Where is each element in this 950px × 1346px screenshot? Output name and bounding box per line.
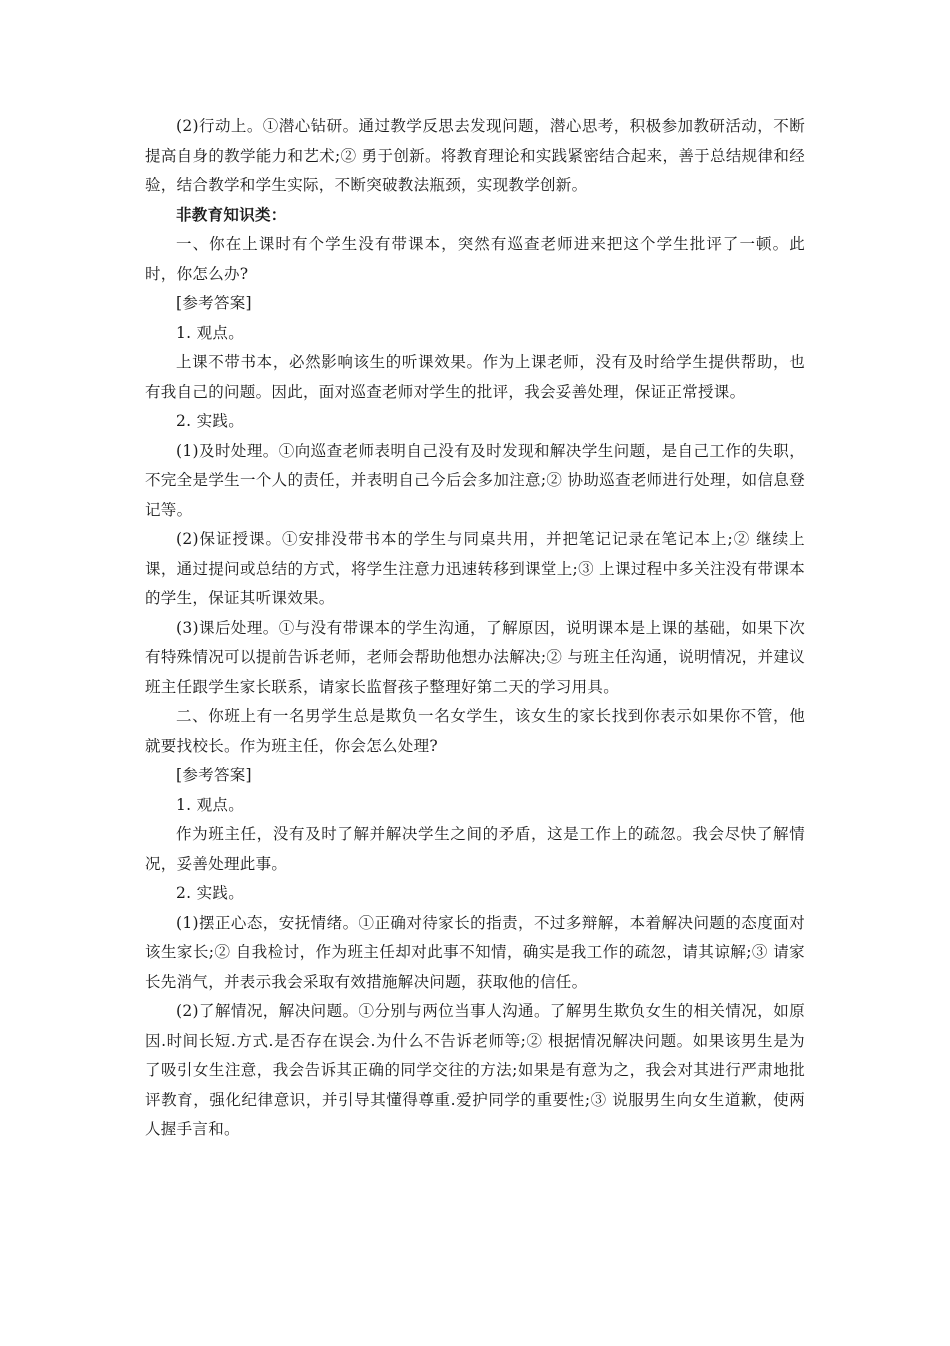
practice-item: (1)及时处理。①向巡查老师表明自己没有及时发现和解决学生问题，是自己工作的失职，不完全是学生一个人的责任，并表明自己今后会多加注意;② 协助巡查老师进行处理，如信息登记等。 [145,441,805,519]
reference-answer-label: [参考答案] [176,294,252,312]
paragraph-action: (2)行动上。①潜心钻研。通过教学反思去发现问题，潜心思考，积极参加教研活动，不断提高自身的教学能力和艺术;② 勇于创新。将教育理论和实践紧密结合起来，善于总结规律和经验，结合教学和学生实际，不断突破教法瓶颈，实现教学创新。 [145,117,805,194]
practice-item: (1)摆正心态，安抚情绪。①正确对待家长的指责，不过多辩解，本着解决问题的态度面对该生家长;② 自我检讨，作为班主任却对此事不知情，确实是我工作的疏忽，请其谅解;③ 请家长先消气，并表示我会采取有效措施解决问题，获取他的信任。 [145,913,805,991]
viewpoint-text: 上课不带书本，必然影响该生的听课效果。作为上课老师，没有及时给学生提供帮助，也有我自己的问题。因此，面对巡查老师对学生的批评，我会妥善处理，保证正常授课。 [145,353,805,401]
document-body [145,112,805,1145]
practice-item: (3)课后处理。①与没有带课本的学生沟通，了解原因，说明课本是上课的基础，如果下次有特殊情况可以提前告诉老师，老师会帮助他想办法解决;② 与班主任沟通，说明情况，并建议班主任跟学生家长联系，请家长监督孩子整理好第二天的学习用具。 [145,618,805,696]
question-1: 一、你在上课时有个学生没有带课本，突然有巡查老师进来把这个学生批评了一顿。此时，你怎么办? [145,235,805,283]
practice-heading: 2. 实践。 [176,884,245,902]
viewpoint-text: 作为班主任，没有及时了解并解决学生之间的矛盾，这是工作上的疏忽。我会尽快了解情况，妥善处理此事。 [145,825,805,873]
practice-heading: 2. 实践。 [176,412,245,430]
section-heading-non-education: 非教育知识类： [176,205,287,224]
reference-answer-label: [参考答案] [176,766,252,784]
viewpoint-heading: 1. 观点。 [176,795,245,814]
practice-item: (2)了解情况，解决问题。①分别与两位当事人沟通。了解男生欺负女生的相关情况，如原因.时间长短.方式.是否存在误会.为什么不告诉老师等;② 根据情况解决问题。如果该男生是为了吸引女生注意，我会告诉其正确的同学交往的方法;如果是有意为之，我会对其进行严肃地批评教育，强化纪律意识，并引导其懂得尊重.爱护同学的重要性;③ 说服男生向女生道歉，使两人握手言和。 [145,1002,805,1138]
question-2: 二、你班上有一名男学生总是欺负一名女学生，该女生的家长找到你表示如果你不管，他就要找校长。作为班主任，你会怎么处理? [145,707,805,755]
practice-item: (2)保证授课。①安排没带书本的学生与同桌共用，并把笔记记录在笔记本上;② 继续上课，通过提问或总结的方式，将学生注意力迅速转移到课堂上;③ 上课过程中多关注没有带课本的学生，保证其听课效果。 [145,530,805,607]
viewpoint-heading: 1. 观点。 [176,323,245,342]
